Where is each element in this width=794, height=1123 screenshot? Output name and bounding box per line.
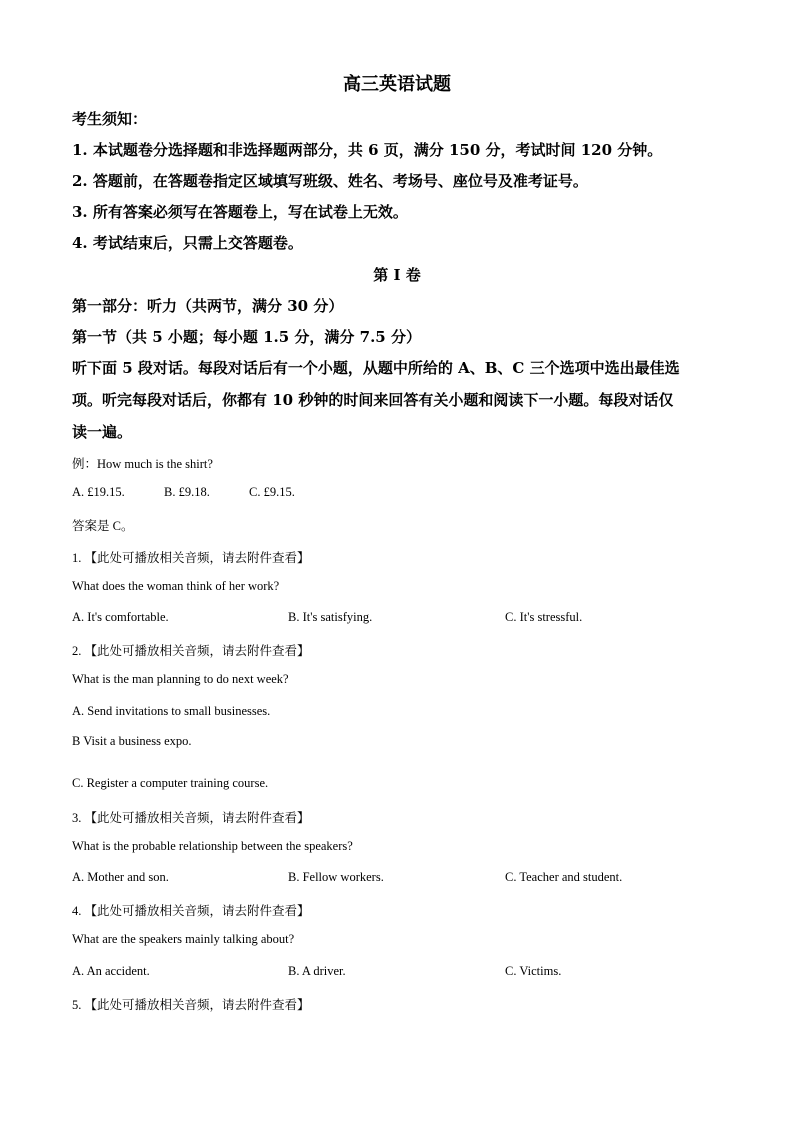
question-1-option-b: B. It's satisfying.	[288, 610, 373, 624]
volume-title: 第 I 卷	[373, 266, 421, 284]
notice-item: 1. 本试题卷分选择题和非选择题两部分，共 6 页，满分 150 分，考试时间 120 分钟。	[72, 141, 663, 159]
question-4-audio: 4. 【此处可播放相关音频，请去附件查看】	[72, 904, 310, 918]
question-2-option-c: C. Register a computer training course.	[72, 776, 269, 790]
question-2-audio: 2. 【此处可播放相关音频，请去附件查看】	[72, 644, 310, 658]
question-2-text: What is the man planning to do next week?	[72, 672, 289, 686]
instruction-line: 项。听完每段对话后，你都有 10 秒钟的时间来回答有关小题和阅读下一小题。每段对话仅	[72, 391, 674, 409]
question-1-audio: 1. 【此处可播放相关音频，请去附件查看】	[72, 551, 310, 565]
example-option-a: A. £19.15.	[72, 485, 125, 499]
question-4-option-c: C. Victims.	[505, 964, 562, 978]
example-option-b: B. £9.18.	[164, 485, 210, 499]
part-title: 第一部分：听力（共两节，满分 30 分）	[72, 297, 344, 315]
example-question: 例：How much is the shirt?	[72, 457, 213, 471]
section-title: 第一节（共 5 小题；每小题 1.5 分，满分 7.5 分）	[72, 328, 421, 346]
question-1-option-c: C. It's stressful.	[505, 610, 583, 624]
question-2-option-b: B Visit a business expo.	[72, 734, 192, 748]
example-option-c: C. £9.15.	[249, 485, 295, 499]
notice-heading: 考生须知：	[72, 110, 148, 128]
question-4-text: What are the speakers mainly talking about?	[72, 932, 295, 946]
notice-item: 3. 所有答案必须写在答题卷上，写在试卷上无效。	[72, 203, 408, 221]
question-2-option-a: A. Send invitations to small businesses.	[72, 704, 271, 718]
instruction-line: 读一遍。	[72, 423, 133, 441]
question-3-option-a: A. Mother and son.	[72, 870, 169, 884]
page-title: 高三英语试题	[343, 74, 451, 95]
question-5-audio: 5. 【此处可播放相关音频，请去附件查看】	[72, 998, 310, 1012]
question-3-option-c: C. Teacher and student.	[505, 870, 623, 884]
question-3-audio: 3. 【此处可播放相关音频，请去附件查看】	[72, 811, 310, 825]
question-1-option-a: A. It's comfortable.	[72, 610, 169, 624]
question-4-option-b: B. A driver.	[288, 964, 346, 978]
example-answer: 答案是 C。	[72, 519, 134, 533]
notice-item: 2. 答题前，在答题卷指定区域填写班级、姓名、考场号、座位号及准考证号。	[72, 172, 588, 190]
instruction-line: 听下面 5 段对话。每段对话后有一个小题，从题中所给的 A、B、C 三个选项中选出最佳选	[72, 359, 680, 377]
question-3-text: What is the probable relationship between the speakers?	[72, 839, 353, 853]
question-3-option-b: B. Fellow workers.	[288, 870, 384, 884]
notice-item: 4. 考试结束后，只需上交答题卷。	[72, 234, 303, 252]
question-4-option-a: A. An accident.	[72, 964, 150, 978]
question-1-text: What does the woman think of her work?	[72, 579, 280, 593]
